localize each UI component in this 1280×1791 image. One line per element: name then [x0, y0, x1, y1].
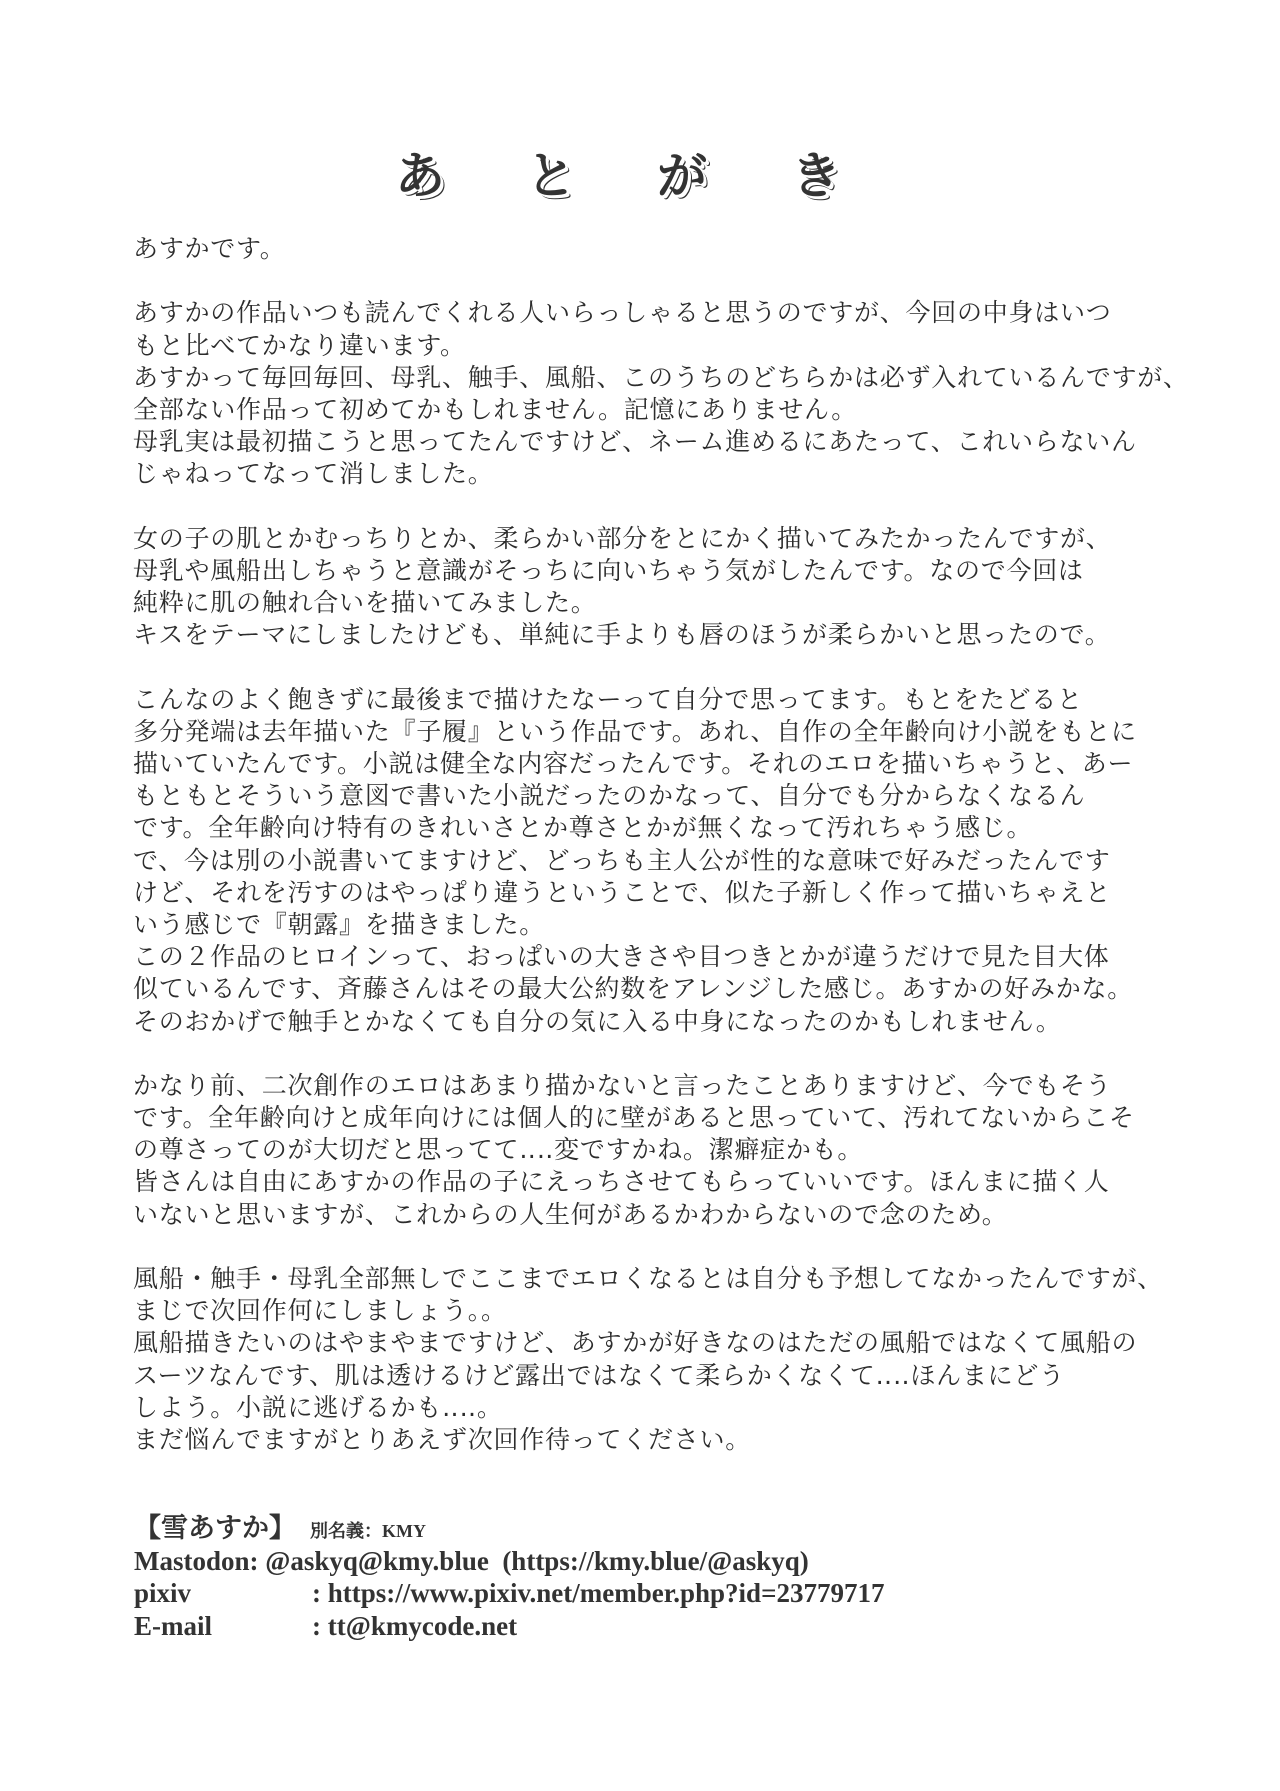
text-line: です。全年齢向けと成年向けには個人的に壁があると思っていて、汚れてないからこそ	[133, 1103, 1135, 1133]
pixiv-label: pixiv	[134, 1578, 192, 1609]
text-line: 似ているんです、斉藤さんはその最大公約数をアレンジした感じ。あすかの好みかな。	[133, 974, 1134, 1004]
author-name-row	[134, 1512, 884, 1545]
blank-line	[133, 265, 1253, 297]
text-line: この２作品のヒロインって、おっぱいの大きさや目つきとかが違うだけで見た目大体	[133, 942, 1110, 972]
text-line: いないと思いますが、これからの人生何があるかわからないので念のため。	[133, 1199, 1008, 1229]
author-alias: 別名義：KMY	[310, 1521, 426, 1541]
text-line: こんなのよく飽きずに最後まで描けたなーって自分で思ってます。もとをたどると	[133, 684, 1083, 714]
blank-line	[133, 491, 1253, 523]
blank-line	[133, 1231, 1253, 1263]
text-line: 皆さんは自由にあすかの作品の子にえっちさせてもらっていいです。ほんまに描く人	[133, 1167, 1110, 1197]
email-link[interactable]: : tt@kmycode.net	[312, 1610, 518, 1641]
text-line: もと比べてかなり違います。	[133, 330, 466, 360]
text-line: いう感じで『朝露』を描きました。	[133, 909, 546, 939]
text-line: あすかって毎回毎回、母乳、触手、風船、このうちのどちらかは必ず入れているんですが、	[133, 362, 1189, 392]
title-char: が	[657, 147, 707, 205]
text-line: 風船・触手・母乳全部無しでここまでエロくなるとは自分も予想してなかったんですが、	[133, 1264, 1164, 1293]
text-line: あすかです。	[133, 234, 286, 263]
mastodon-link[interactable]: @askyq@kmy.blue (https://kmy.blue/@askyq)	[265, 1545, 809, 1576]
text-line: 純粋に肌の触れ合いを描いてみました。	[133, 588, 597, 618]
title-char: き	[791, 147, 841, 205]
mastodon-label: Mastodon:	[134, 1545, 259, 1576]
text-line: スーツなんです、肌は透けるけど露出ではなくて柔らかくなくて‥‥ほんまにどう	[133, 1360, 1065, 1390]
title-char: あ	[395, 147, 445, 205]
text-line: です。全年齢向け特有のきれいさとか尊さとかが無くなって汚れちゃう感じ。	[133, 813, 1033, 843]
text-line: もともとそういう意図で書いた小説だったのかなって、自分でも分からなくなるん	[133, 781, 1086, 811]
mastodon-row	[134, 1545, 884, 1578]
pixiv-link[interactable]: : https://www.pixiv.net/member.php?id=23779717	[312, 1578, 885, 1609]
page-title	[0, 136, 1280, 205]
email-label: E-mail	[134, 1610, 212, 1641]
pixiv-row	[134, 1577, 884, 1610]
text-line: あすかの作品いつも読んでくれる人いらっしゃると思うのですが、今回の中身はいつ	[133, 298, 1112, 328]
text-line: 女の子の肌とかむっちりとか、柔らかい部分をとにかく描いてみたかったんですが、	[133, 523, 1112, 553]
blank-line	[133, 651, 1253, 683]
text-line: しよう。小説に逃げるかも‥‥。	[133, 1392, 503, 1422]
email-row	[134, 1610, 884, 1643]
text-line: 母乳実は最初描こうと思ってたんですけど、ネーム進めるにあたって、これいらないん	[133, 427, 1137, 457]
text-line: の尊さってのが大切だと思ってて‥‥変ですかね。潔癖症かも。	[133, 1135, 864, 1165]
blank-line	[133, 1038, 1253, 1070]
title-char: と	[526, 147, 576, 205]
text-line: 風船描きたいのはやまやまですけど、あすかが好きなのはただの風船ではなくて風船の	[133, 1328, 1138, 1358]
author-info	[134, 1512, 884, 1642]
text-line: じゃねってなって消しました。	[133, 459, 494, 489]
text-line: まじで次回作何にしましょう。。	[133, 1296, 507, 1326]
text-line: そのおかげで触手とかなくても自分の気に入る中身になったのかもしれません。	[133, 1006, 1062, 1036]
author-name: 【雪あすか】	[134, 1513, 296, 1543]
text-line: で、今は別の小説書いてますけど、どっちも主人公が性的な意味で好みだったんです	[133, 845, 1111, 875]
text-line: まだ悩んでますがとりあえず次回作待ってください。	[133, 1424, 752, 1454]
text-line: キスをテーマにしましたけども、単純に手よりも唇のほうが柔らかいと思ったので。	[133, 620, 1111, 650]
text-line: 全部ない作品って初めてかもしれません。記憶にありません。	[133, 394, 858, 424]
text-line: 多分発端は去年描いた『子履』という作品です。あれ、自作の全年齢向け小説をもとに	[133, 716, 1137, 746]
text-line: かなり前、二次創作のエロはあまり描かないと言ったことありますけど、今でもそう	[133, 1070, 1112, 1100]
text-line: けど、それを汚すのはやっぱり違うということで、似た子新しく作って描いちゃえと	[133, 877, 1112, 907]
afterword-body	[133, 233, 1253, 1456]
text-line: 母乳や風船出しちゃうと意識がそっちに向いちゃう気がしたんです。なので今回は	[133, 555, 1084, 585]
text-line: 描いていたんです。小説は健全な内容だったんです。それのエロを描いちゃうと、あー	[133, 749, 1134, 778]
